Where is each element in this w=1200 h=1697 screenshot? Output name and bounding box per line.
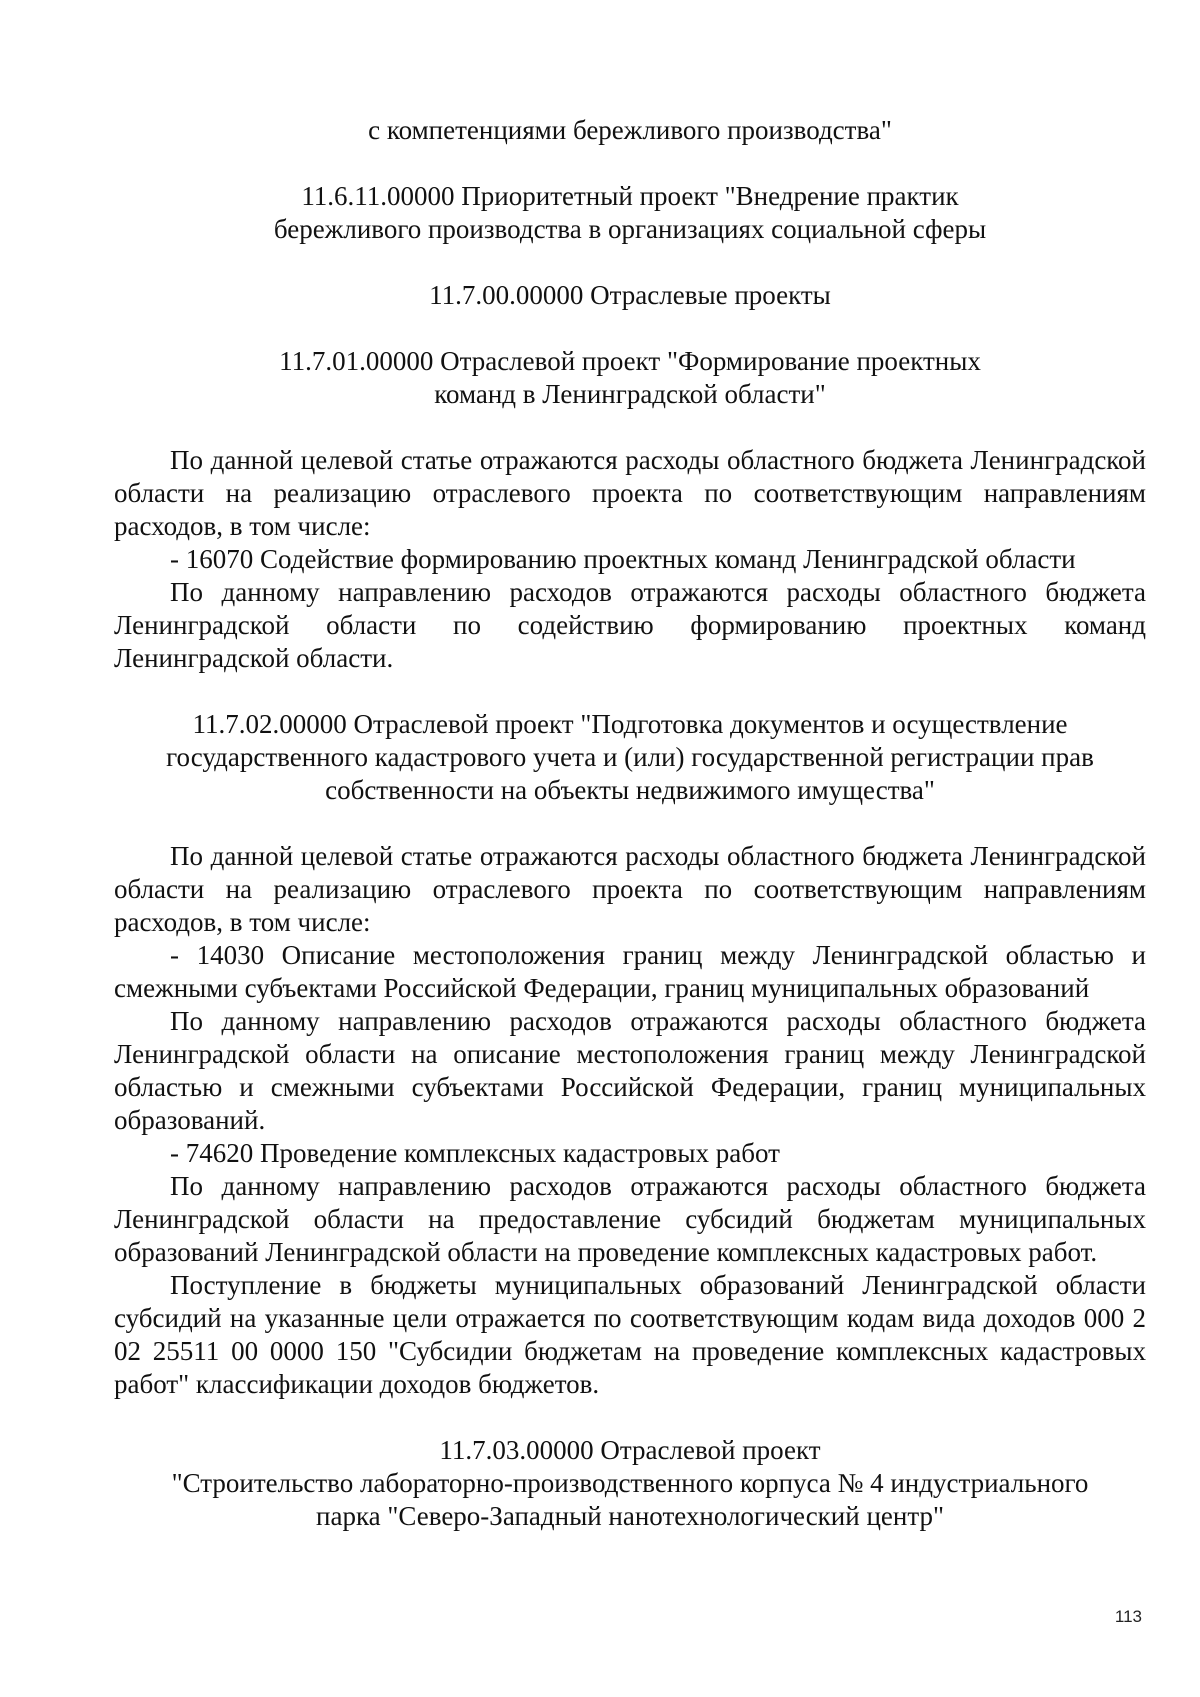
heading-continued-title [114,114,1146,147]
paragraph: По данному направлению расходов отражаются расходы областного бюджета Ленинградской области по содействию формированию проектных команд Ленинградской области. [114,577,1146,673]
paragraph: По данному направлению расходов отражаются расходы областного бюджета Ленинградской области на предоставление субсидий бюджетам муниципальных образований Ленинградской области на проведение комплексных кадастровых работ. [114,1171,1146,1267]
paragraph-expense-item: - 16070 Содействие формированию проектных команд Ленинградской области [170,544,1076,574]
heading-line: "Строительство лабораторно-производственного корпуса № 4 индустриального [171,1468,1089,1498]
paragraph-expense-item: - 14030 Описание местоположения границ между Ленинградской областью и смежными субъектами Российской Федерации, границ муниципальных образований [114,940,1146,1003]
heading-line: парка "Северо-Западный нанотехнологический центр" [316,1501,944,1531]
page-number: 113 [1114,1607,1142,1626]
heading-line: собственности на объекты недвижимого имущества" [325,775,935,805]
heading-11-7-03 [114,1434,1146,1533]
heading-11-7-00 [114,279,1146,312]
heading-line: 11.7.03.00000 Отраслевой проект [439,1435,821,1465]
heading-line: 11.7.01.00000 Отраслевой проект "Формирование проектных [279,346,981,376]
heading-line: бережливого производства в организациях социальной сферы [273,214,987,244]
heading-line: с компетенциями бережливого производства" [368,115,892,145]
heading-line: 11.7.02.00000 Отраслевой проект "Подготовка документов и осуществление [192,709,1068,739]
paragraph: По данной целевой статье отражаются расходы областного бюджета Ленинградской области на реализацию отраслевого проекта по соответствующим направлениям расходов, в том числе: [114,445,1146,541]
page-content [114,114,1146,1533]
paragraph-expense-item: - 74620 Проведение комплексных кадастровых работ [170,1138,780,1168]
heading-line: государственного кадастрового учета и (или) государственной регистрации прав [166,742,1094,772]
heading-11-7-02 [114,708,1146,807]
heading-line: 11.7.00.00000 Отраслевые проекты [429,280,831,310]
paragraph: По данному направлению расходов отражаются расходы областного бюджета Ленинградской области на описание местоположения границ между Ленинградской областью и смежными субъектами Российской Федерации, границ муниципальных образований. [114,1006,1146,1135]
paragraph: Поступление в бюджеты муниципальных образований Ленинградской области субсидий на указанные цели отражается по соответствующим кодам вида доходов 000 2 02 25511 00 0000 150 "Субсидии бюджетам на проведение комплексных кадастровых работ" классификации доходов бюджетов. [114,1270,1146,1399]
heading-line: 11.6.11.00000 Приоритетный проект "Внедрение практик [301,181,959,211]
heading-11-7-01 [114,345,1146,411]
heading-11-6-11 [114,180,1146,246]
heading-line: команд в Ленинградской области" [434,379,826,409]
paragraph: По данной целевой статье отражаются расходы областного бюджета Ленинградской области на реализацию отраслевого проекта по соответствующим направлениям расходов, в том числе: [114,841,1146,937]
